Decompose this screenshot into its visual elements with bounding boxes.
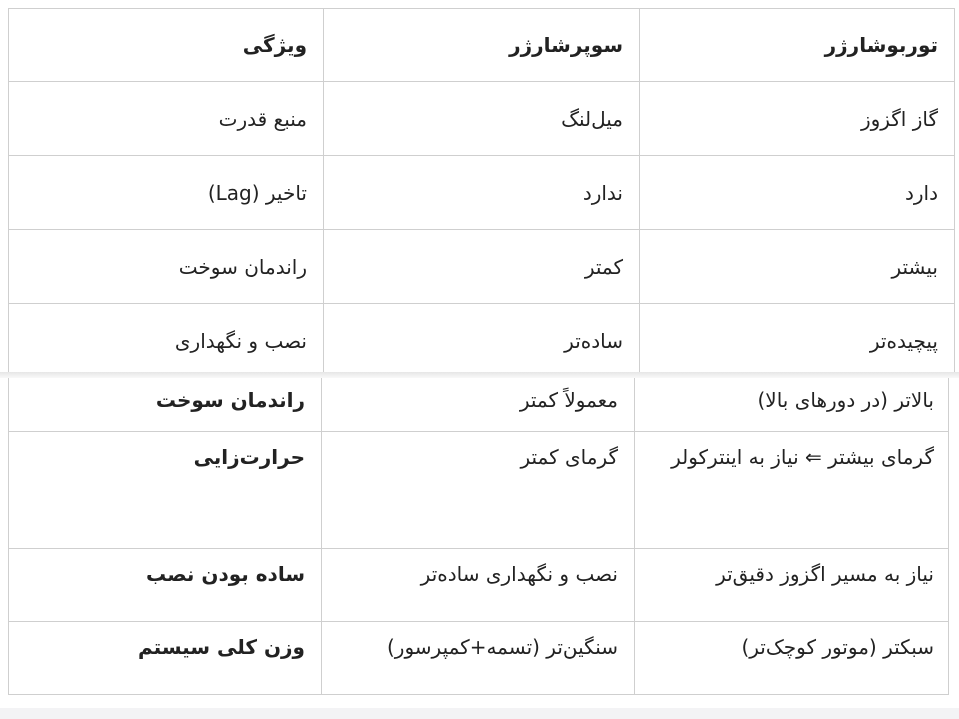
cell-feature: راندمان سوخت — [9, 230, 324, 304]
cell-turbocharger: گاز اگزوز — [640, 82, 955, 156]
cell-turbocharger: گرمای بیشتر ⇐ نیاز به اینترکولر — [635, 432, 949, 549]
cell-turbocharger: بالاتر (در دورهای بالا) — [635, 378, 949, 432]
cell-supercharger: نصب و نگهداری ساده‌تر — [322, 549, 635, 622]
cell-supercharger: ساده‌تر — [324, 304, 640, 378]
comparison-table-bottom — [8, 378, 949, 695]
table-header-row — [9, 9, 955, 82]
table-row — [9, 82, 955, 156]
table-row — [9, 622, 949, 695]
cell-feature: تاخیر (Lag) — [9, 156, 324, 230]
comparison-table-top — [8, 8, 955, 378]
cell-feature: ساده بودن نصب — [9, 549, 322, 622]
table-row — [9, 432, 949, 549]
table-row — [9, 156, 955, 230]
cell-supercharger: ندارد — [324, 156, 640, 230]
cell-supercharger: کمتر — [324, 230, 640, 304]
cell-turbocharger: نیاز به مسیر اگزوز دقیق‌تر — [635, 549, 949, 622]
table-panel — [0, 378, 959, 708]
cell-supercharger: معمولاً کمتر — [322, 378, 635, 432]
cell-turbocharger: بیشتر — [640, 230, 955, 304]
cell-feature: وزن کلی سیستم — [9, 622, 322, 695]
header-turbocharger: توربوشارژر — [640, 9, 955, 82]
comparison-screenshot-bottom — [0, 378, 959, 719]
cell-supercharger: میل‌لنگ — [324, 82, 640, 156]
cell-supercharger: سنگین‌تر (تسمه+کمپرسور) — [322, 622, 635, 695]
table-row — [9, 549, 949, 622]
cell-turbocharger: پیچیده‌تر — [640, 304, 955, 378]
cell-supercharger: گرمای کمتر — [322, 432, 635, 549]
cell-feature: حرارت‌زایی — [9, 432, 322, 549]
cell-feature: منبع قدرت — [9, 82, 324, 156]
table-row — [9, 230, 955, 304]
header-feature: ویژگی — [9, 9, 324, 82]
header-supercharger: سوپرشارژر — [324, 9, 640, 82]
cell-turbocharger: دارد — [640, 156, 955, 230]
table-row — [9, 304, 955, 378]
cell-feature: راندمان سوخت — [9, 378, 322, 432]
table-row — [9, 378, 949, 432]
cell-feature: نصب و نگهداری — [9, 304, 324, 378]
cell-turbocharger: سبکتر (موتور کوچک‌تر) — [635, 622, 949, 695]
